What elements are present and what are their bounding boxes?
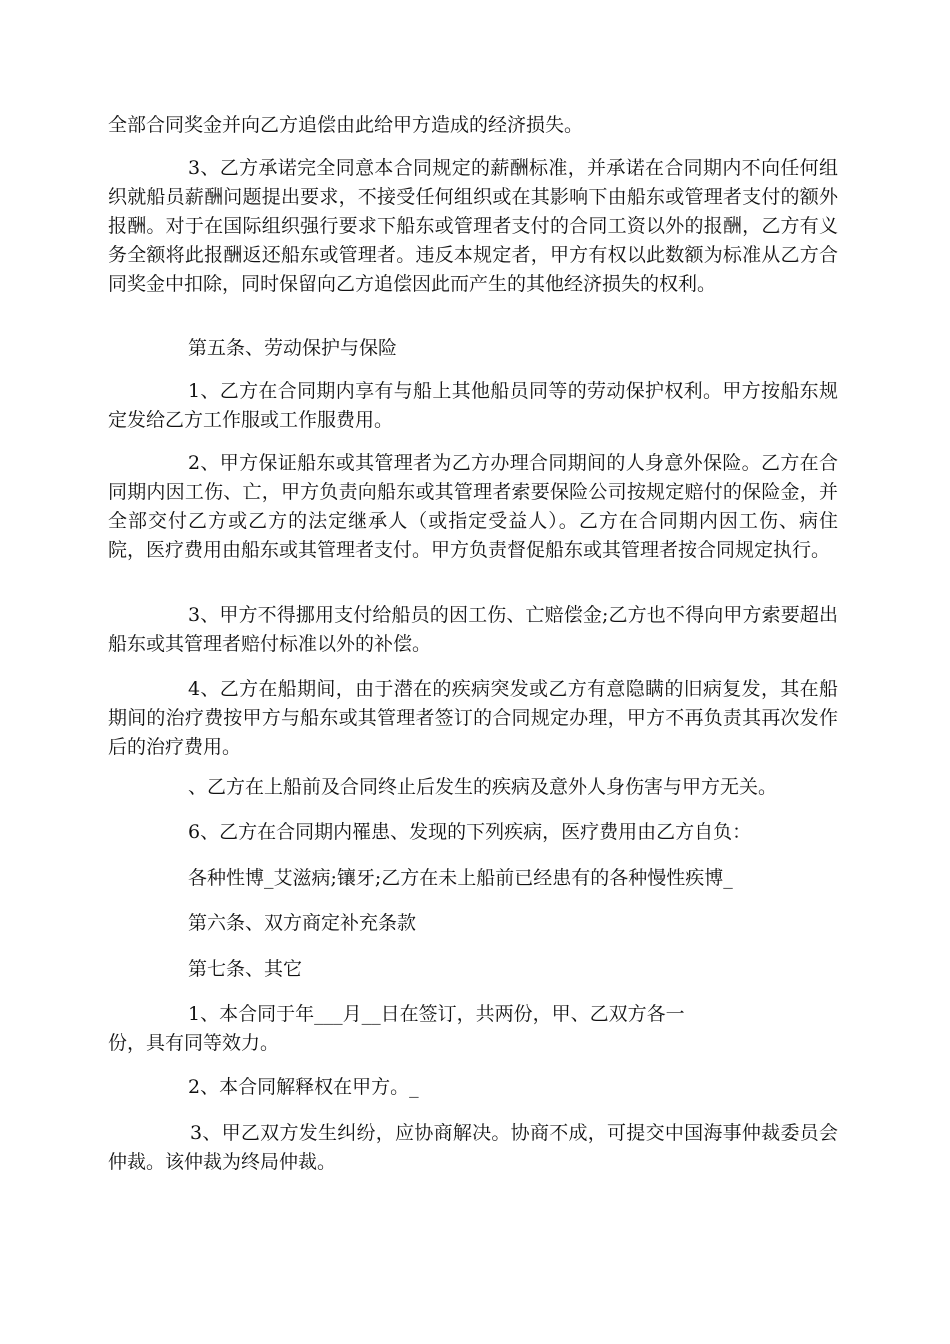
section-heading-article-6: 第六条、双方商定补充条款 xyxy=(188,912,417,934)
paragraph-illness-onboard: 4、乙方在船期间，由于潜在的疾病突发或乙方有意隐瞒的旧病复发，其在船期间的治疗费按甲方与船东或其管理者签订的合同规定办理，甲方不再负责其再次发作后的治疗费用。 xyxy=(108,678,838,758)
paragraph-insurance: 2、甲方保证船东或其管理者为乙方办理合同期间的人身意外保险。乙方在合同期内因工伤、亡，甲方负责向船东或其管理者索要保险公司按规定赔付的保险金，并全部交付乙方或乙方的法定继承人（或指定受益人）。乙方在合同期内因工伤、病住院，医疗费用由船东或其管理者支付。甲方负责督促船东或其管理者按合同规定执行。 xyxy=(108,452,838,561)
paragraph-labor-protection: 1、乙方在合同期内享有与船上其他船员同等的劳动保护权利。甲方按船东规定发给乙方工作服或工作服费用。 xyxy=(108,380,838,431)
paragraph-compensation: 3、甲方不得挪用支付给船员的因工伤、亡赔偿金;乙方也不得向甲方索要超出船东或其管理者赔付标准以外的补偿。 xyxy=(108,604,838,655)
paragraph-continuation: 全部合同奖金并向乙方追偿由此给甲方造成的经济损失。 xyxy=(108,114,584,136)
paragraph-salary-commitment: 3、乙方承诺完全同意本合同规定的薪酬标准，并承诺在合同期内不向任何组织就船员薪酬问题提出要求，不接受任何组织或在其影响下由船东或管理者支付的额外报酬。对于在国际组织强行要求下船东或管理者支付的合同工资以外的报酬，乙方有义务全额将此报酬返还船东或管理者。违反本规定者，甲方有权以此数额为标准从乙方合同奖金中扣除，同时保留向乙方追偿因此而产生的其他经济损失的权利。 xyxy=(108,157,838,295)
paragraph-disease-list: 各种性博_艾滋病;镶牙;乙方在未上船前已经患有的各种慢性疾博_ xyxy=(188,867,733,889)
paragraph-dispute-resolution: 3、甲乙双方发生纠纷，应协商解决。协商不成，可提交中国海事仲裁委员会仲裁。该仲裁为终局仲裁。 xyxy=(108,1122,838,1173)
paragraph-self-paid-diseases: 6、乙方在合同期内罹患、发现的下列疾病，医疗费用由乙方自负： xyxy=(188,821,752,843)
section-heading-article-7: 第七条、其它 xyxy=(188,958,303,980)
paragraph-signing-line-2: 份，具有同等效力。 xyxy=(108,1032,280,1054)
paragraph-pre-boarding-injury: 、乙方在上船前及合同终止后发生的疾病及意外人身伤害与甲方无关。 xyxy=(188,776,778,798)
paragraph-interpretation-right: 2、本合同解释权在甲方。_ xyxy=(188,1076,419,1098)
paragraph-signing-line-1: 1、本合同于年___月__日在签订，共两份，甲、乙双方各一 xyxy=(188,1003,685,1025)
section-heading-article-5: 第五条、劳动保护与保险 xyxy=(188,337,398,359)
